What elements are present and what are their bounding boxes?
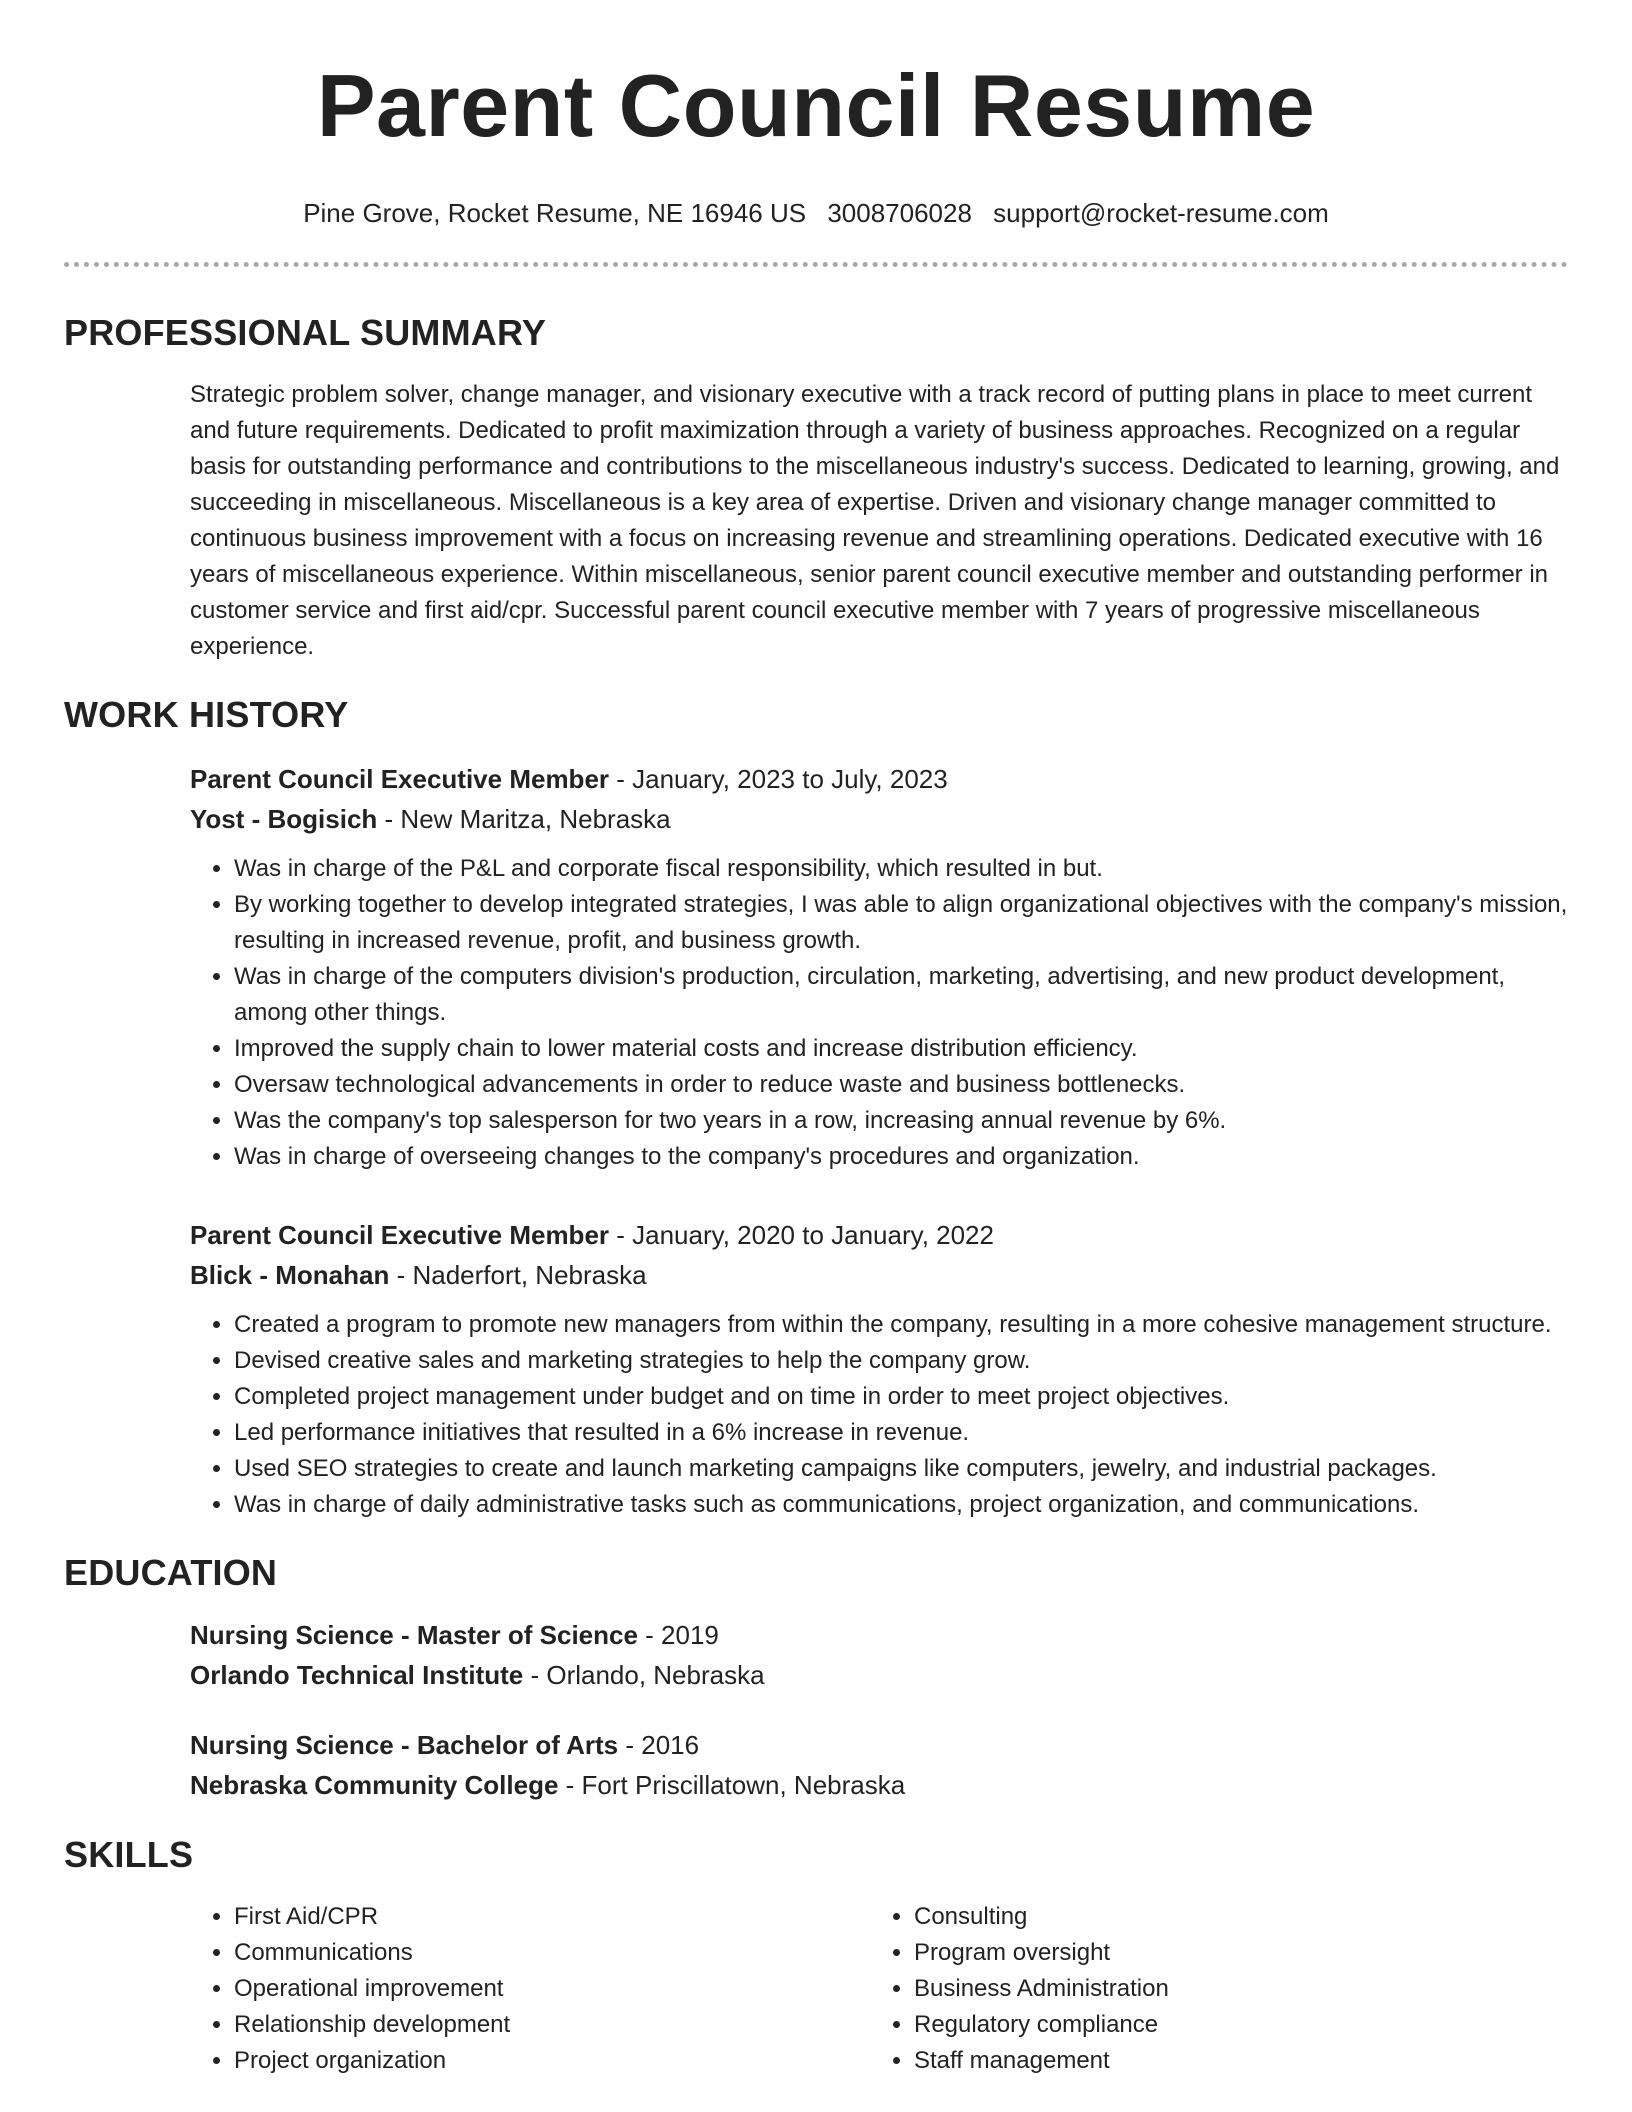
job-title-line	[190, 1215, 1568, 1255]
resume-title: Parent Council Resume	[316, 56, 1316, 155]
degree-line	[190, 1725, 1568, 1765]
skills-heading: SKILLS	[64, 1834, 194, 1875]
skill-item: • Operational improvement	[234, 1971, 870, 2007]
education-entry	[190, 1725, 1568, 1805]
job-company-line	[190, 799, 1568, 839]
school-location: - Orlando, Nebraska	[523, 1660, 765, 1690]
summary-text: Strategic problem solver, change manager, and visionary executive with a track record of putting plans in place to meet current and future requirements. Dedicated to profit maximization through a variety of business approaches. Recognized on a regular basis for outstanding performance and contributions to the miscellaneous industry's success. Dedicated to learning, growing, and succeeding in miscellaneous. Miscellaneous is a key area of expertise. Driven and visionary change manager committed to continuous business improvement with a focus on increasing revenue and streamlining operations. Dedicated executive with 16 years of miscellaneous experience. Within miscellaneous, senior parent council executive member and outstanding performer in customer service and first aid/cpr. Successful parent council executive member with 7 years of progressive miscellaneous experience.	[190, 381, 1560, 660]
skill-item: • Project organization	[234, 2043, 870, 2079]
degree-name: Nursing Science - Master of Science	[190, 1620, 638, 1650]
job-entry	[190, 759, 1568, 1175]
job-bullets	[190, 1307, 1568, 1523]
summary-section	[64, 311, 1568, 665]
job-company: Yost - Bogisich	[190, 804, 378, 834]
header-divider	[64, 262, 1568, 267]
degree-line	[190, 1615, 1568, 1655]
list-item: • Created a program to promote new managers from within the company, resulting in a more cohesive management structure.	[234, 1307, 1568, 1343]
contact-address: Pine Grove, Rocket Resume, NE 16946 US	[303, 198, 807, 228]
contact-email: support@rocket-resume.com	[993, 198, 1329, 228]
list-item: • Oversaw technological advancements in order to reduce waste and business bottlenecks.	[234, 1067, 1568, 1103]
job-role: Parent Council Executive Member	[190, 764, 610, 794]
work-history-section	[64, 693, 1568, 1523]
degree-year: - 2019	[637, 1620, 719, 1650]
list-item: • Was in charge of the P&L and corporate fiscal responsibility, which resulted in but.	[234, 851, 1568, 887]
job-location: - Naderfort, Nebraska	[389, 1260, 647, 1290]
job-entry	[190, 1215, 1568, 1523]
degree-name: Nursing Science - Bachelor of Arts	[190, 1730, 619, 1760]
list-item: • Was in charge of daily administrative tasks such as communications, project organization, and communications.	[234, 1487, 1568, 1523]
list-item: • Led performance initiatives that resulted in a 6% increase in revenue.	[234, 1415, 1568, 1451]
contact-line	[64, 196, 1568, 230]
list-item: • Was the company's top salesperson for two years in a row, increasing annual revenue by 6%.	[234, 1103, 1568, 1139]
skills-list-right	[870, 1899, 1550, 2079]
skill-item: • Staff management	[914, 2043, 1550, 2079]
list-item: • Used SEO strategies to create and launch marketing campaigns like computers, jewelry, and industrial packages.	[234, 1451, 1568, 1487]
skill-item: • First Aid/CPR	[234, 1899, 870, 1935]
list-item: • Devised creative sales and marketing strategies to help the company grow.	[234, 1343, 1568, 1379]
skill-item: • Communications	[234, 1935, 870, 1971]
list-item: • Completed project management under budget and on time in order to meet project objectives.	[234, 1379, 1568, 1415]
job-location: - New Maritza, Nebraska	[377, 804, 671, 834]
list-item: • By working together to develop integrated strategies, I was able to align organizational objectives with the company's mission, resulting in increased revenue, profit, and business growth.	[234, 887, 1568, 959]
school-name: Nebraska Community College	[190, 1770, 559, 1800]
degree-year: - 2016	[618, 1730, 700, 1760]
work-history-heading: WORK HISTORY	[64, 694, 349, 735]
school-line	[190, 1655, 1568, 1695]
summary-heading: PROFESSIONAL SUMMARY	[64, 312, 547, 353]
skill-item: • Regulatory compliance	[914, 2007, 1550, 2043]
education-heading: EDUCATION	[64, 1552, 278, 1593]
skill-item: • Consulting	[914, 1899, 1550, 1935]
skill-item: • Business Administration	[914, 1971, 1550, 2007]
education-entry	[190, 1615, 1568, 1695]
job-dates: - January, 2020 to January, 2022	[609, 1220, 994, 1250]
job-company: Blick - Monahan	[190, 1260, 390, 1290]
skills-columns	[190, 1899, 1568, 2079]
list-item: • Improved the supply chain to lower material costs and increase distribution efficiency.	[234, 1031, 1568, 1067]
job-title-line	[190, 759, 1568, 799]
skill-item: • Relationship development	[234, 2007, 870, 2043]
job-dates: - January, 2023 to July, 2023	[609, 764, 948, 794]
job-bullets	[190, 851, 1568, 1175]
skills-section	[64, 1833, 1568, 2079]
school-line	[190, 1765, 1568, 1805]
school-location: - Fort Priscillatown, Nebraska	[558, 1770, 906, 1800]
skills-list-left	[190, 1899, 870, 2079]
skill-item: • Program oversight	[914, 1935, 1550, 1971]
job-company-line	[190, 1255, 1568, 1295]
list-item: • Was in charge of overseeing changes to the company's procedures and organization.	[234, 1139, 1568, 1175]
school-name: Orlando Technical Institute	[190, 1660, 524, 1690]
job-role: Parent Council Executive Member	[190, 1220, 610, 1250]
list-item: • Was in charge of the computers division's production, circulation, marketing, advertising, and new product development, among other things.	[234, 959, 1568, 1031]
contact-phone: 3008706028	[827, 198, 972, 228]
education-section	[64, 1551, 1568, 1805]
